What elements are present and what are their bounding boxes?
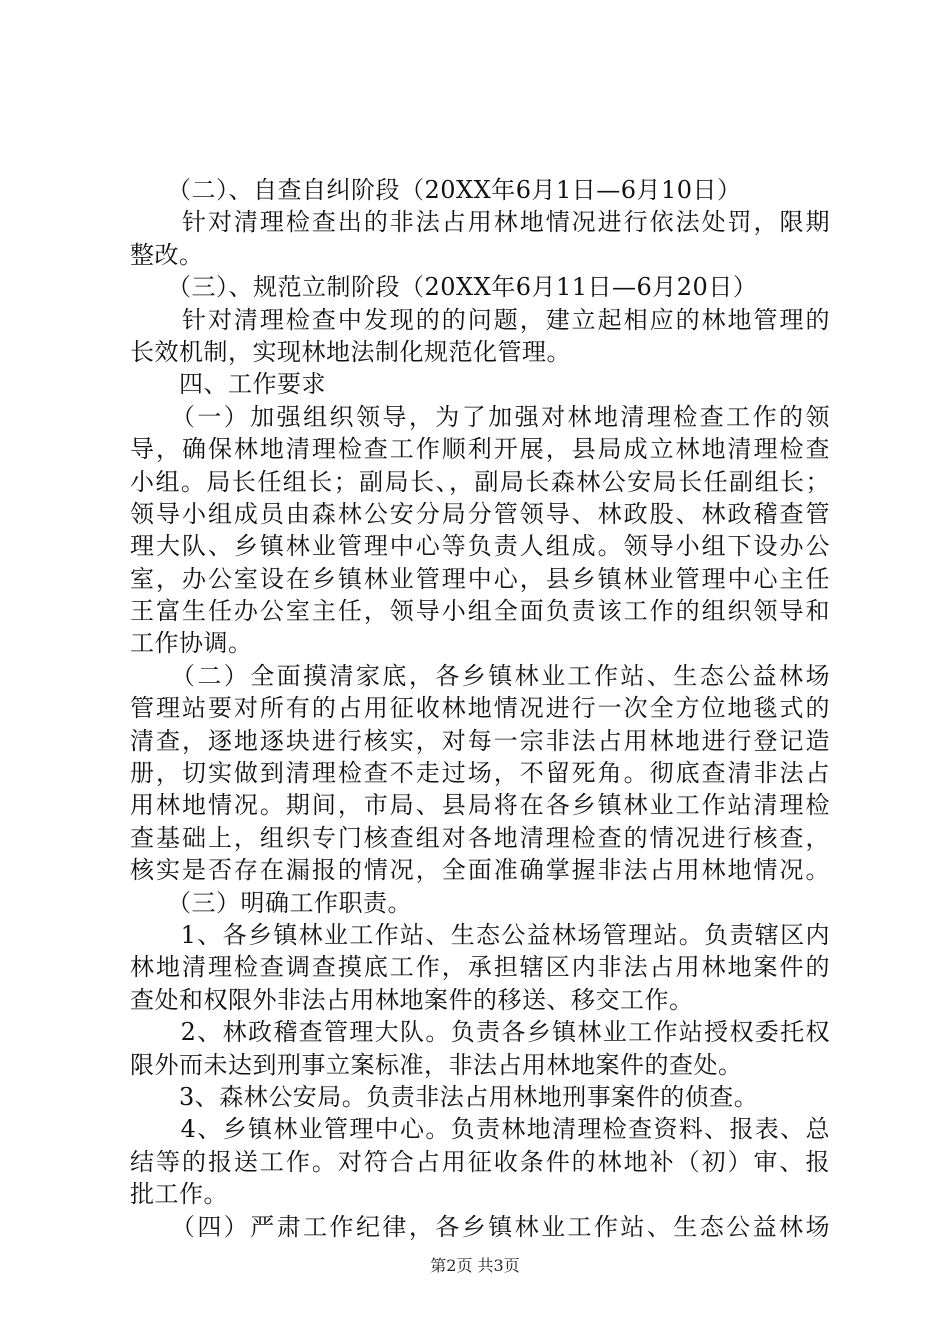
text-line: 小组。局长任组长；副局长、，副局长森林公安局长任副组长；	[130, 467, 830, 496]
text-line: 针对清理检查出的非法占用林地情况进行依法处罚，限期	[130, 208, 830, 237]
text-line: 领导小组成员由森林公安分局分管领导、林政股、林政稽查管	[130, 499, 830, 528]
text-line: （三）、规范立制阶段（20XX年6月11日—6月20日）	[130, 273, 758, 302]
text-line: 工作协调。	[130, 629, 253, 658]
text-line: （一）加强组织领导，为了加强对林地清理检查工作的领	[130, 402, 830, 431]
text-line: 林地清理检查调查摸底工作，承担辖区内非法占用林地案件的	[130, 953, 830, 982]
text-line: （三）明确工作职责。	[130, 888, 412, 917]
text-line: 理大队、乡镇林业管理中心等负责人组成。领导小组下设办公	[130, 532, 830, 561]
document-body	[130, 174, 830, 1243]
text-line: 限外而未达到刑事立案标准，非法占用林地案件的查处。	[130, 1050, 743, 1079]
text-line: 四、工作要求	[130, 370, 326, 399]
text-line: 室，办公室设在乡镇林业管理中心，县乡镇林业管理中心主任	[130, 564, 830, 593]
text-line: 王富生任办公室主任，领导小组全面负责该工作的组织领导和	[130, 597, 830, 626]
text-line: 整改。	[130, 240, 204, 269]
page-footer: 第2页 共3页	[430, 1256, 520, 1275]
text-line: 4、乡镇林业管理中心。负责林地清理检查资料、报表、总	[130, 1115, 830, 1144]
text-line: 清查，逐地逐块进行核实，对每一宗非法占用林地进行登记造	[130, 726, 830, 755]
text-line: 批工作。	[130, 1180, 228, 1209]
text-line: 2、林政稽查管理大队。负责各乡镇林业工作站授权委托权	[130, 1018, 830, 1047]
text-line: 册，切实做到清理检查不走过场，不留死角。彻底查清非法占	[130, 759, 830, 788]
text-line: 结等的报送工作。对符合占用征收条件的林地补（初）审、报	[130, 1147, 830, 1176]
text-line: 核实是否存在漏报的情况，全面准确掌握非法占用林地情况。	[130, 856, 830, 885]
text-line: 查处和权限外非法占用林地案件的移送、移交工作。	[130, 985, 694, 1014]
text-line: 导，确保林地清理检查工作顺利开展，县局成立林地清理检查	[130, 435, 830, 464]
text-line: 查基础上，组织专门核查组对各地清理检查的情况进行核查，	[130, 823, 830, 852]
text-line: （二）全面摸清家底，各乡镇林业工作站、生态公益林场	[130, 661, 830, 690]
text-line: （四）严肃工作纪律，各乡镇林业工作站、生态公益林场	[130, 1212, 830, 1241]
text-line: 用林地情况。期间，市局、县局将在各乡镇林业工作站清理检	[130, 791, 830, 820]
text-line: （二）、自查自纠阶段（20XX年6月1日—6月10日）	[130, 176, 742, 204]
text-line: 针对清理检查中发现的的问题，建立起相应的林地管理的	[130, 305, 830, 334]
text-line: 1、各乡镇林业工作站、生态公益林场管理站。负责辖区内	[130, 920, 830, 949]
text-line: 管理站要对所有的占用征收林地情况进行一次全方位地毯式的	[130, 694, 830, 723]
text-line: 3、森林公安局。负责非法占用林地刑事案件的侦查。	[130, 1082, 759, 1111]
text-line: 长效机制，实现林地法制化规范化管理。	[130, 337, 571, 366]
